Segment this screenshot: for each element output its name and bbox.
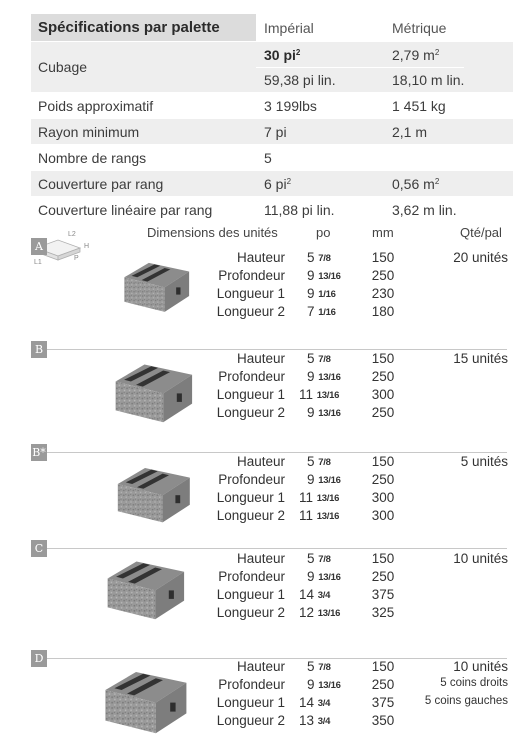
spec-label: Cubage — [38, 59, 88, 75]
unit-dim-po — [307, 286, 336, 301]
po-fraction: 3/4 — [317, 716, 331, 727]
unit-dim-po — [307, 454, 331, 469]
po-fraction: 3/4 — [317, 590, 331, 601]
unit-qty: 5 unités — [460, 454, 508, 469]
po-whole: 13 — [299, 713, 315, 728]
diagram-label-l2: L2 — [68, 231, 76, 238]
unit-dim-po — [307, 351, 331, 366]
unit-dim-po — [307, 677, 341, 692]
unit-dim-po — [307, 250, 331, 265]
unit-dim-label: Longueur 2 — [216, 405, 285, 420]
unit-dim-label: Longueur 1 — [216, 286, 285, 301]
unit-dim-label: Longueur 2 — [216, 713, 285, 728]
spec-header-row — [31, 14, 513, 41]
units-dimensions-header: Dimensions des unités — [147, 225, 278, 240]
unit-dim-mm: 300 — [371, 490, 395, 505]
spec-label: Poids approximatif — [38, 97, 154, 114]
unit-dim-label: Longueur 2 — [216, 605, 285, 620]
unit-dim-label: Profondeur — [218, 569, 285, 584]
unit-dim-po — [307, 304, 336, 319]
unit-qty: 5 coins droits — [440, 677, 508, 689]
unit-dim-label: Hauteur — [236, 454, 285, 469]
po-whole: 5 — [307, 659, 315, 674]
units-qty-header: Qté/pal — [460, 225, 502, 240]
unit-dim-mm: 250 — [371, 472, 395, 487]
unit-dim-mm: 250 — [371, 677, 395, 692]
po-whole: 12 — [299, 605, 315, 620]
unit-dim-label: Hauteur — [236, 659, 285, 674]
spec-imperial-value: 7 pi — [264, 123, 287, 140]
po-fraction: 1/16 — [318, 289, 336, 300]
unit-dim-mm: 350 — [371, 713, 395, 728]
po-whole: 11 — [299, 508, 314, 523]
po-fraction: 13/16 — [318, 572, 341, 583]
unit-dim-po — [307, 569, 341, 584]
units-po-header: po — [316, 225, 331, 240]
spec-imperial-value: 3 199lbs — [264, 97, 317, 114]
unit-dim-po — [299, 695, 330, 710]
unit-dim-label: Longueur 2 — [216, 508, 285, 523]
unit-dim-po — [307, 405, 341, 420]
unit-dim-mm: 375 — [371, 695, 395, 710]
unit-dim-po — [307, 472, 341, 487]
unit-letter-badge: A — [31, 238, 47, 255]
unit-divider — [47, 349, 507, 350]
units-mm-header: mm — [372, 225, 394, 240]
po-whole: 9 — [307, 405, 315, 420]
spec-row — [31, 93, 513, 118]
spec-row — [31, 197, 513, 222]
po-fraction: 7/8 — [318, 253, 331, 264]
unit-dim-mm: 300 — [371, 508, 395, 523]
diagram-label-h: H — [84, 243, 90, 250]
unit-dim-label: Longueur 1 — [216, 490, 285, 505]
po-whole: 9 — [307, 569, 315, 584]
unit-dim-po — [299, 587, 330, 602]
spec-label: Rayon minimum — [38, 123, 140, 140]
unit-dim-mm: 230 — [371, 286, 395, 301]
po-whole: 14 — [299, 587, 315, 602]
unit-dim-label: Profondeur — [218, 369, 285, 384]
po-fraction: 13/16 — [318, 372, 341, 383]
spec-metric-value: 2,1 m — [392, 123, 428, 140]
po-fraction: 13/16 — [318, 475, 341, 486]
diagram-label-p: P — [74, 255, 79, 262]
po-fraction: 13/16 — [316, 511, 340, 522]
col-metric-header: Métrique — [392, 19, 447, 36]
unit-dim-mm: 150 — [371, 454, 395, 469]
unit-dim-label: Hauteur — [236, 551, 285, 566]
unit-dim-mm: 250 — [371, 405, 395, 420]
unit-divider — [47, 452, 507, 453]
unit-dim-label: Hauteur — [236, 250, 285, 265]
unit-qty: 10 unités — [453, 659, 508, 674]
unit-dim-po — [299, 605, 340, 620]
spec-table — [31, 14, 513, 222]
unit-dim-po — [299, 387, 339, 402]
po-whole: 5 — [307, 454, 315, 469]
unit-dim-mm: 150 — [371, 551, 395, 566]
unit-qty: 5 coins gauches — [424, 695, 508, 707]
spec-metric-value: 18,10 m lin. — [392, 72, 465, 88]
po-fraction: 7/8 — [318, 662, 331, 673]
po-whole: 11 — [299, 490, 314, 505]
unit-dim-mm: 180 — [371, 304, 395, 319]
unit-dim-po — [299, 508, 339, 523]
unit-dim-mm: 250 — [371, 569, 395, 584]
diagram-label-l1: L1 — [34, 259, 42, 266]
unit-dim-mm: 325 — [371, 605, 395, 620]
unit-dim-mm: 150 — [371, 250, 395, 265]
col-imperial-header: Impérial — [264, 19, 314, 36]
unit-dim-label: Profondeur — [218, 472, 285, 487]
spec-row — [31, 145, 513, 170]
unit-dim-mm: 375 — [371, 587, 395, 602]
unit-dim-mm: 150 — [371, 659, 395, 674]
po-whole: 7 — [307, 304, 315, 319]
unit-dim-po — [307, 659, 331, 674]
po-fraction: 7/8 — [318, 554, 331, 565]
spec-imperial-value: 6 $pi^2$ — [264, 175, 292, 192]
unit-dim-label: Longueur 1 — [216, 387, 285, 402]
unit-dim-mm: 250 — [371, 268, 395, 283]
unit-letter-badge: D — [31, 650, 47, 667]
spec-metric-value: 0,56 $m^2$ — [392, 175, 440, 192]
spec-row-cubage — [31, 42, 513, 92]
unit-dim-mm: 150 — [371, 351, 395, 366]
po-whole: 14 — [299, 695, 315, 710]
spec-label: Nombre de rangs — [38, 149, 147, 166]
spec-metric-value: 2,79 $m^2$ — [392, 46, 440, 63]
po-whole: 9 — [307, 472, 315, 487]
unit-dim-po — [307, 268, 341, 283]
unit-dim-label: Profondeur — [218, 677, 285, 692]
unit-dim-po — [307, 551, 331, 566]
unit-dim-label: Longueur 2 — [216, 304, 285, 319]
po-fraction: 13/16 — [318, 680, 341, 691]
unit-dim-po — [299, 490, 339, 505]
unit-divider — [47, 548, 507, 549]
unit-dim-po — [299, 713, 330, 728]
spec-row — [31, 119, 513, 144]
po-whole: 5 — [307, 551, 315, 566]
po-fraction: 13/16 — [317, 608, 341, 619]
po-fraction: 13/16 — [318, 408, 341, 419]
unit-dim-label: Longueur 1 — [216, 587, 285, 602]
unit-dim-label: Profondeur — [218, 268, 285, 283]
po-whole: 9 — [307, 677, 315, 692]
po-fraction: 7/8 — [318, 457, 331, 468]
unit-qty: 20 unités — [453, 250, 508, 265]
spec-metric-value: 1 451 kg — [392, 97, 446, 114]
unit-dim-mm: 250 — [371, 369, 395, 384]
spec-metric-value: 3,62 m lin. — [392, 201, 457, 218]
unit-letter-badge: B* — [32, 446, 46, 459]
po-fraction: 1/16 — [318, 307, 336, 318]
spec-imperial-value: 30 $pi^2$ — [264, 46, 301, 63]
po-fraction: 13/16 — [316, 493, 340, 504]
spec-imperial-value: 5 — [264, 149, 272, 166]
po-whole: 9 — [307, 268, 315, 283]
unit-letter-badge: C — [31, 540, 47, 557]
unit-dim-mm: 300 — [371, 387, 395, 402]
po-whole: 5 — [307, 351, 315, 366]
spec-label: Couverture par rang — [38, 175, 164, 192]
spec-title: Spécifications par palette — [31, 14, 256, 41]
po-whole: 5 — [307, 250, 315, 265]
unit-dim-label: Hauteur — [236, 351, 285, 366]
unit-dim-label: Longueur 1 — [216, 695, 285, 710]
unit-letter-badge: B — [31, 341, 47, 358]
unit-qty: 15 unités — [453, 351, 508, 366]
po-fraction: 7/8 — [318, 354, 331, 365]
po-fraction: 13/16 — [318, 271, 341, 282]
spec-row — [31, 171, 513, 196]
spec-imperial-value: 59,38 pi lin. — [264, 72, 336, 88]
po-whole: 11 — [299, 387, 314, 402]
unit-qty: 10 unités — [453, 551, 508, 566]
po-whole: 9 — [307, 286, 315, 301]
spec-label: Couverture linéaire par rang — [38, 201, 213, 218]
unit-dim-po — [307, 369, 341, 384]
po-fraction: 3/4 — [317, 698, 331, 709]
po-fraction: 13/16 — [316, 390, 340, 401]
spec-imperial-value: 11,88 pi lin. — [264, 201, 335, 218]
po-whole: 9 — [307, 369, 315, 384]
